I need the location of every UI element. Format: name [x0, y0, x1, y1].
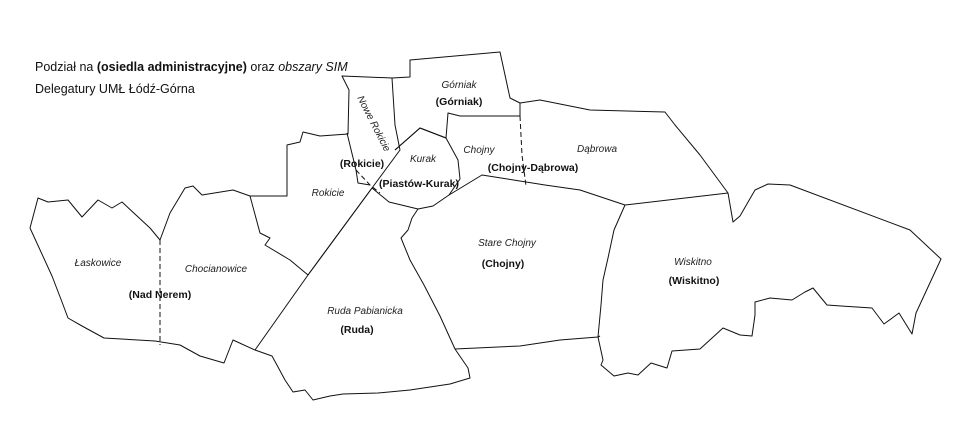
osiedle-labels: [129, 96, 720, 336]
boundary-laskowice-outer: [30, 186, 308, 363]
boundary-dabrowa: [520, 100, 941, 376]
legend-sim-term: obszary SIM: [278, 60, 348, 74]
legend-prefix: Podział na: [35, 60, 97, 74]
district-boundaries: [30, 52, 941, 400]
area-labels: [75, 80, 713, 317]
osiedle-label-wiskitno: (Wiskitno): [668, 275, 720, 287]
boundary-ruda-west: [308, 188, 372, 275]
area-label-rokicie: Rokicie: [311, 188, 345, 199]
area-label-wiskitno: Wiskitno: [674, 257, 712, 268]
area-label-stare-chojny: Stare Chojny: [478, 238, 536, 249]
boundary-stare-chojny-wiskitno: [455, 205, 625, 349]
osiedle-label-piastow-kurak: (Piastów-Kurak): [379, 178, 459, 190]
area-label-dabrowa: Dąbrowa: [576, 144, 618, 155]
legend-line-2: Delegatury UMŁ Łódź-Górna: [35, 82, 195, 96]
area-label-kurak: Kurak: [409, 154, 437, 165]
area-label-chojny: Chojny: [463, 145, 495, 156]
osiedle-label-chojny: (Chojny): [481, 258, 525, 270]
area-label-nowe-rokicie: Nowe Rokicie: [354, 94, 393, 154]
osiedle-label-chojny-dabrowa: (Chojny-Dąbrowa): [487, 162, 579, 174]
area-label-ruda-pabianicka: Ruda Pabianicka: [327, 306, 403, 317]
area-label-laskowice: Łaskowice: [74, 258, 122, 269]
osiedle-label-gorniak: (Górniak): [435, 96, 483, 108]
area-label-chocianowice: Chocianowice: [184, 264, 248, 275]
osiedle-label-ruda: (Ruda): [340, 324, 374, 336]
area-label-gorniak: Górniak: [441, 80, 477, 91]
osiedle-label-nad-nerem: (Nad Nerem): [128, 289, 192, 301]
legend-osiedla-term: (osiedla administracyjne): [96, 60, 247, 74]
legend-connector: oraz: [246, 60, 279, 74]
boundary-rokicie: [250, 76, 400, 275]
osiedle-label-rokicie: (Rokicie): [339, 158, 385, 170]
sim-boundary-chojny-dabrowa: [520, 116, 526, 186]
